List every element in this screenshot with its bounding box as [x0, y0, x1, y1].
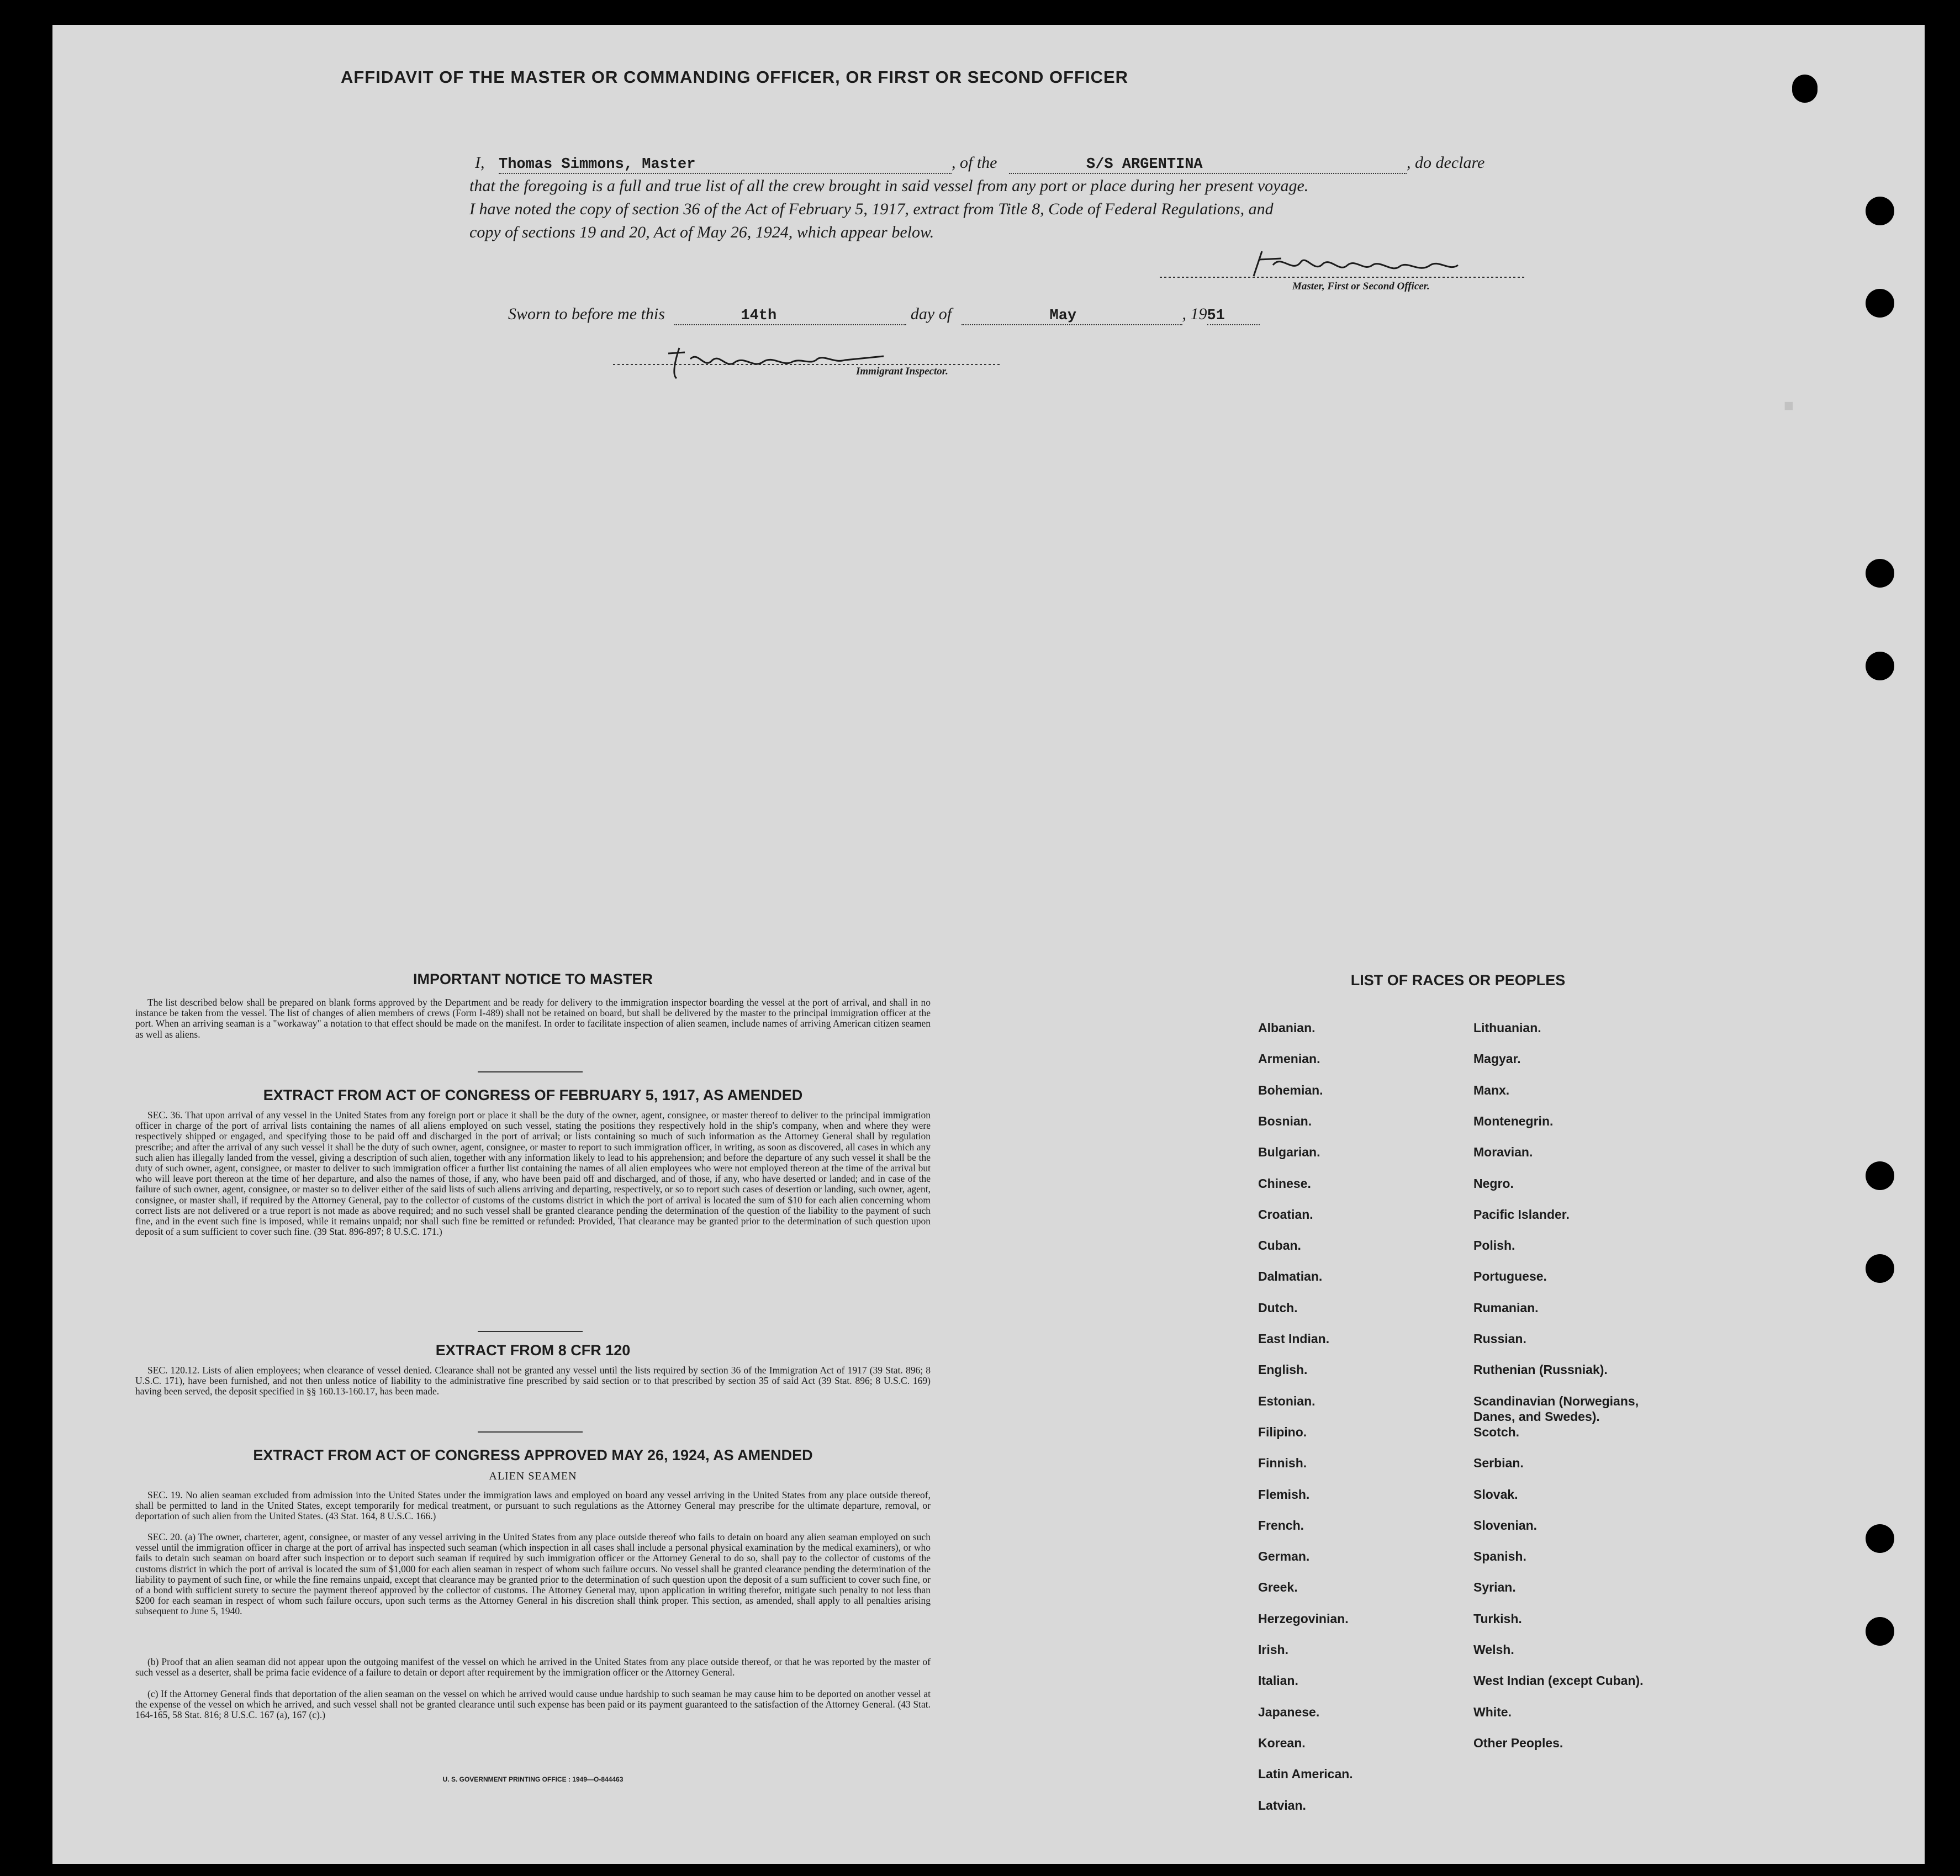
punch-hole	[1866, 1617, 1894, 1646]
race-item: Serbian.	[1473, 1456, 1524, 1471]
sworn-line	[508, 305, 1260, 325]
race-item: Pacific Islander.	[1473, 1207, 1570, 1222]
race-item: Negro.	[1473, 1176, 1514, 1191]
race-item: Scotch.	[1473, 1424, 1520, 1439]
race-item: Scandinavian (Norwegians,	[1473, 1393, 1639, 1408]
race-item: Flemish.	[1258, 1487, 1310, 1502]
notice-text: The list described below shall be prepared on blank forms approved by the Department and be ready for delivery to the immigration inspector boarding the vessel at the port of arrival, and shall in no instance be taken from the vessel. The list of changes of alien members of crews (Form I-489) shall not be retained on board, but shall be delivered by the master to the principal immigration officer at the port. When an arriving seaman is a "workaway" a notation to that effect should be made on the manifest. In order to facilitate inspection of alien seamen, include names of arriving American citizen seamen as well as aliens.	[135, 997, 931, 1040]
race-item: Manx.	[1473, 1082, 1510, 1097]
sworn-month-typed: May	[1049, 308, 1077, 324]
race-item: Moravian.	[1473, 1145, 1533, 1160]
extract-1917-text: SEC. 36. That upon arrival of any vessel in the United States from any foreign port or place it shall be the duty of the owner, agent, consignee, or master thereof to deliver to the principal immigration officer in charge of the port of arrival lists containing the names of all aliens employed on such vessel, stating the positions they respectively hold in the ship's company, when and where they were respectively shipped or engaged, and specifying those to be paid off and discharged in the port of arrival; or lists containing so much of such information as the Attorney General shall by regulation prescribe; and after the arrival of any such vessel it shall be the duty of such owner, agent, consignee, or master to report to such immigration officer, in writing, as soon as discovered, all cases in which any such alien has illegally landed from the vessel, giving a description of such alien, together with any information likely to lead to his apprehension; and before the departure of any such vessel it shall be the duty of such owner, agent, consignee, or master to deliver to such immigration officer a further list containing the names of all alien employees who were not employed thereon at the time of the arrival but who will leave port thereon at the time of her departure, and also the names of those, if any, who have been paid off and discharged, and of those, if any, who have deserted or landed; and in case of the failure of such owner, agent, consignee, or master so to deliver either of the said lists of such aliens arriving and departing, respectively, or so to report such cases of desertion or landing, such owner, agent, consignee, or master shall, if required by the Attorney General, pay to the collector of customs of the customs district in which the port of arrival is located the sum of $10 for each alien concerning whom correct lists are not delivered or a true report is not made as above required; and no such vessel shall be granted clearance pending the determination of the question of the liability to the payment of such fine, and in the event such fine is imposed, while it remains unpaid; nor shall such fine be remitted or refunded: Provided, That clearance may be granted prior to the determination of such question upon deposit of a sum sufficient to cover such fine. (39 Stat. 896-897; 8 U.S.C. 171.)	[135, 1109, 931, 1238]
section-divider	[478, 1431, 583, 1433]
punch-hole	[1866, 1161, 1894, 1190]
affidavit-do-declare: , do declare	[1407, 154, 1485, 172]
race-item: Other Peoples.	[1473, 1735, 1563, 1750]
extract-1924-title: EXTRACT FROM ACT OF CONGRESS APPROVED MAY 26, 1924, AS AMENDED	[253, 1447, 813, 1463]
race-item: Magyar.	[1473, 1051, 1521, 1066]
sworn-year-typed: 51	[1207, 308, 1260, 325]
affidavit-declaration-line	[475, 154, 1524, 174]
race-item: Greek.	[1258, 1580, 1298, 1595]
race-item: Slovenian.	[1473, 1518, 1538, 1532]
race-item: Bulgarian.	[1258, 1145, 1320, 1160]
affidavit-body-line-2: I have noted the copy of section 36 of the Act of February 5, 1917, extract from Title 8, Code of Federal Regulations, and	[469, 200, 1274, 218]
affidavit-i: I,	[475, 154, 485, 172]
race-item: Syrian.	[1473, 1580, 1516, 1595]
sworn-year-prefix: , 19	[1182, 305, 1207, 323]
race-item: Rumanian.	[1473, 1300, 1539, 1315]
race-item: Danes, and Swedes).	[1473, 1409, 1600, 1424]
punch-hole	[1866, 652, 1894, 680]
race-item: Herzegovinian.	[1258, 1611, 1349, 1626]
race-item: Spanish.	[1473, 1549, 1526, 1564]
extract-1924-sec20c: (c) If the Attorney General finds that deportation of the alien seaman on the vessel on which he arrived would cause undue hardship to such seaman he may cause him to be deported on another vessel at the expense of the vessel on which he arrived, and such vessel shall not be granted clearance until such expense has been paid or its payment guaranteed to the satisfaction of the Attorney General. (43 Stat. 164-165, 58 Stat. 816; 8 U.S.C. 167 (a), 167 (c).)	[135, 1688, 931, 1721]
race-item: Irish.	[1258, 1642, 1288, 1657]
sworn-prefix: Sworn to before me this	[508, 305, 665, 323]
race-item: Portuguese.	[1473, 1269, 1547, 1284]
extract-cfr-title: EXTRACT FROM 8 CFR 120	[435, 1342, 631, 1359]
race-item: English.	[1258, 1362, 1308, 1377]
affidavit-of-the: , of the	[952, 154, 997, 172]
races-left-column	[1258, 1021, 1468, 1810]
punch-hole	[1866, 197, 1894, 225]
section-divider	[478, 1071, 583, 1072]
race-item: Bosnian.	[1258, 1113, 1312, 1128]
bleed-through-mark: ■	[1784, 398, 1794, 416]
race-item: Chinese.	[1258, 1176, 1311, 1191]
race-item: Russian.	[1473, 1331, 1526, 1346]
extract-1924-sec19: SEC. 19. No alien seaman excluded from admission into the United States under the immigration laws and employed on board any vessel arriving in the United States from any place outside thereof, shall be permitted to land in the United States, except temporarily for medical treatment, or pursuant to such regulations as the Attorney General may prescribe for the ultimate departure, removal, or deportation of such alien from the United States. (43 Stat. 164, 8 U.S.C. 166.)	[135, 1489, 931, 1522]
punch-hole	[1866, 289, 1894, 318]
extract-1924-sec20a: SEC. 20. (a) The owner, charterer, agent, consignee, or master of any vessel arriving in the United States from any place outside thereof who fails to detain on board any alien seaman employed on such vessel until the immigration officer in charge at the port of arrival has inspected such seaman (which inspection in all cases shall include a personal physical examination by the medical examiners), or who fails to detain such seaman on board after such inspection or to deport such seaman if required by such immigration officer or the Attorney General to do so, shall pay to the collector of customs of the customs district in which the port of arrival is located the sum of $1,000 for each alien seaman in respect of whom such failure occurs. No vessel shall be granted clearance pending the determination of the liability to payment of such fine, or while the fine remains unpaid, except that clearance may be granted prior to the determination of such question upon the deposit of a sum sufficient to cover such fine, or of a bond with sufficient surety to secure the payment thereof approved by the collector of customs. The Attorney General may, upon application in writing therefor, mitigate such penalty to not less than $200 for each seaman in respect of whom such failure occurs, upon such terms as the Attorney General in his discretion shall think proper. This section, as amended, shall apply to all penalties arising subsequent to June 5, 1940.	[135, 1531, 931, 1617]
race-item: Turkish.	[1473, 1611, 1522, 1626]
master-name-typed: Thomas Simmons, Master	[499, 156, 696, 173]
affidavit-body-line-3: copy of sections 19 and 20, Act of May 26, 1924, which appear below.	[469, 223, 934, 241]
race-item: Japanese.	[1258, 1704, 1320, 1719]
race-item: Latvian.	[1258, 1798, 1306, 1812]
printer-imprint: U. S. GOVERNMENT PRINTING OFFICE : 1949—O-844463	[442, 1775, 624, 1783]
punch-hole	[1866, 559, 1894, 588]
affidavit-body-line-1: that the foregoing is a full and true list of all the crew brought in said vessel from any port or place during her present voyage.	[469, 177, 1309, 195]
punch-hole	[1866, 1524, 1894, 1553]
sworn-day-typed: 14th	[741, 308, 777, 324]
extract-1924-sec20b: (b) Proof that an alien seaman did not appear upon the outgoing manifest of the vessel on which he arrived in the United States from any place outside thereof, or that he was reported by the master of such vessel as a deserter, shall be prima facie evidence of a failure to detain or deport after requirement by the immigration officer or the Attorney General.	[135, 1656, 931, 1678]
race-item: Polish.	[1473, 1238, 1515, 1253]
races-right-column	[1473, 1021, 1761, 1810]
race-item: Finnish.	[1258, 1456, 1307, 1471]
punch-hole	[1866, 1254, 1894, 1283]
sworn-day-of: day of	[910, 305, 952, 323]
notice-title: IMPORTANT NOTICE TO MASTER	[413, 971, 653, 987]
race-item: Lithuanian.	[1473, 1021, 1541, 1035]
inspector-caption: Immigrant Inspector.	[856, 366, 948, 377]
race-item: Estonian.	[1258, 1393, 1316, 1408]
race-item: West Indian (except Cuban).	[1473, 1673, 1644, 1688]
race-item: Filipino.	[1258, 1424, 1307, 1439]
race-item: Armenian.	[1258, 1051, 1320, 1066]
race-item: Croatian.	[1258, 1207, 1313, 1222]
section-divider	[478, 1331, 583, 1332]
race-item: East Indian.	[1258, 1331, 1330, 1346]
extract-1917-title: EXTRACT FROM ACT OF CONGRESS OF FEBRUARY 5, 1917, AS AMENDED	[263, 1087, 803, 1103]
master-caption: Master, First or Second Officer.	[1292, 281, 1430, 292]
punch-hole	[1792, 77, 1818, 103]
race-item: Dalmatian.	[1258, 1269, 1323, 1284]
race-item: Welsh.	[1473, 1642, 1514, 1657]
race-item: Bohemian.	[1258, 1082, 1323, 1097]
race-item: Montenegrin.	[1473, 1113, 1554, 1128]
race-item: Italian.	[1258, 1673, 1298, 1688]
race-item: French.	[1258, 1518, 1304, 1532]
extract-1924-subtitle: ALIEN SEAMEN	[489, 1470, 577, 1482]
race-item: White.	[1473, 1704, 1512, 1719]
vessel-name-typed: S/S ARGENTINA	[1086, 156, 1203, 173]
race-item: German.	[1258, 1549, 1310, 1564]
race-item: Latin American.	[1258, 1767, 1353, 1782]
race-item: Ruthenian (Russniak).	[1473, 1362, 1608, 1377]
race-item: Albanian.	[1258, 1021, 1316, 1035]
race-item: Slovak.	[1473, 1487, 1518, 1502]
extract-cfr-text: SEC. 120.12. Lists of alien employees; when clearance of vessel denied. Clearance shall not be granted any vessel until the lists required by section 36 of the Immigration Act of 1917 (39 Stat. 896; 8 U.S.C. 171), have been furnished, and not then unless notice of liability to the administrative fine prescribed by said section or to that prescribed by section 35 of said Act (39 Stat. 896; 8 U.S.C. 169) having been served, the deposit specified in §§ 160.13-160.17, has been made.	[135, 1365, 931, 1397]
affidavit-title: AFFIDAVIT OF THE MASTER OR COMMANDING OFFICER, OR FIRST OR SECOND OFFICER	[340, 67, 1129, 87]
race-item: Cuban.	[1258, 1238, 1301, 1253]
race-item: Dutch.	[1258, 1300, 1298, 1315]
races-title: LIST OF RACES OR PEOPLES	[1350, 972, 1566, 989]
race-item: Korean.	[1258, 1735, 1306, 1750]
